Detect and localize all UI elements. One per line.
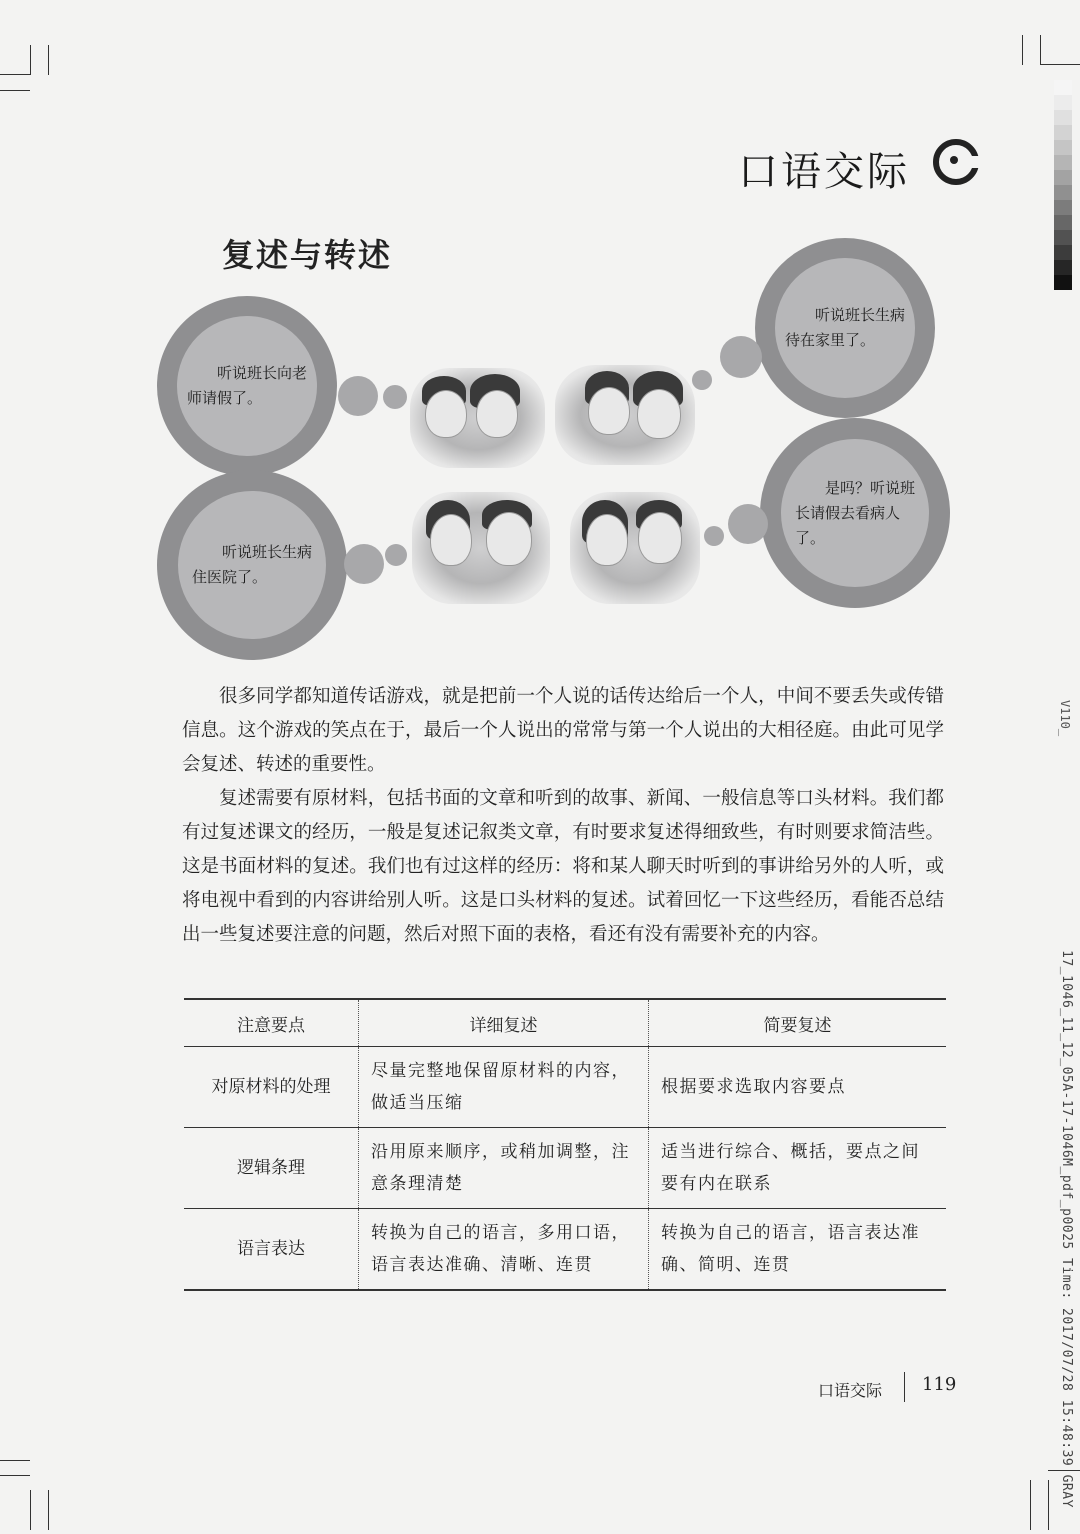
speech-bubble — [157, 470, 347, 660]
paragraph: 很多同学都知道传话游戏，就是把前一个人说的话传达给后一个人，中间不要丢失或传错信息。这个游戏的笑点在于，最后一个人说出的常常与第一个人说出的大相径庭。由此可见学会复述、转述的重要性。 — [182, 686, 944, 775]
table-row — [184, 1128, 946, 1209]
children-whispering-illustration — [570, 492, 700, 604]
crop-mark — [1040, 64, 1080, 65]
bubble-dot — [704, 526, 724, 546]
margin-code: V110_ — [1058, 700, 1072, 737]
children-whispering-illustration — [410, 368, 545, 468]
bubble-text: 是吗？听说班长请假去看病人了。 — [795, 478, 916, 547]
footer-section-label: 口语交际 — [818, 1381, 883, 1400]
crop-mark — [48, 45, 49, 75]
paragraph: 复述需要有原材料，包括书面的文章和听到的故事、新闻、一般信息等口头材料。我们都有过复述课文的经历，一般是复述记叙类文章，有时要求复述得细致些，有时则要求简洁些。这是书面材料的复述。我们也有过这样的经历：将和某人聊天时听到的事讲给另外的人听，或将电视中看到的内容讲给别人听。这是口头材料的复述。试着回忆一下这些经历，看能否总结出一些复述要注意的问题，然后对照下面的表格，看还有没有需要补充的内容。 — [182, 788, 944, 945]
crop-mark — [1030, 1480, 1031, 1530]
footer-divider — [904, 1372, 905, 1402]
speech-bubble — [760, 418, 950, 608]
table-cell: 逻辑条理 — [237, 1158, 305, 1178]
table-header: 详细复述 — [359, 999, 649, 1047]
retelling-notes-table — [184, 998, 946, 1291]
table-header: 简要复述 — [649, 999, 947, 1047]
section-title: 口语交际 — [738, 149, 910, 195]
bubble-dot — [383, 385, 407, 409]
lesson-title: 复述与转述 — [222, 236, 393, 274]
table-row — [184, 1047, 946, 1128]
bubble-dot — [338, 376, 378, 416]
speech-icon — [932, 138, 980, 186]
table-header: 注意要点 — [237, 1015, 305, 1036]
children-whispering-illustration — [412, 492, 550, 604]
crop-mark — [0, 1475, 30, 1476]
crop-mark — [1022, 35, 1023, 65]
crop-mark — [30, 1490, 31, 1530]
speech-bubble — [157, 296, 337, 476]
crop-mark — [0, 1460, 30, 1461]
body-text — [182, 680, 944, 952]
table-cell: 转换为自己的语言，语言表达准确、简明、连贯 — [649, 1209, 947, 1291]
bubble-dot — [385, 544, 407, 566]
bubble-dot — [692, 370, 712, 390]
table-cell: 对原材料的处理 — [211, 1077, 331, 1097]
crop-mark — [0, 90, 30, 91]
bubble-dot — [720, 336, 762, 378]
table-cell: 适当进行综合、概括，要点之间要有内在联系 — [649, 1128, 947, 1209]
page-number: 119 — [922, 1374, 957, 1395]
speech-bubble — [755, 238, 935, 418]
table-header-row — [184, 999, 946, 1047]
grayscale-calibration-strip — [1054, 80, 1072, 290]
bubble-text: 听说班长生病待在家里了。 — [784, 305, 905, 349]
crop-mark — [1048, 1480, 1049, 1530]
gray-label: GRAY — [1059, 1474, 1074, 1508]
table-cell: 转换为自己的语言，多用口语，语言表达准确、清晰、连贯 — [359, 1209, 649, 1291]
bubble-dot — [728, 504, 768, 544]
table-cell: 语言表达 — [237, 1239, 305, 1259]
table-cell: 尽量完整地保留原材料的内容，做适当压缩 — [359, 1047, 649, 1128]
print-info-text: 17_1046_11_12_05A-17-1046M_pdf_p0025 Time: 2017/07/28 15:48:39 — [1059, 950, 1074, 1467]
crop-mark — [1040, 35, 1041, 65]
children-whispering-illustration — [555, 365, 695, 465]
bubble-text: 听说班长生病住医院了。 — [192, 543, 313, 586]
table-row — [184, 1209, 946, 1291]
bubble-dot — [344, 544, 384, 584]
crop-mark — [30, 45, 31, 75]
bubble-text: 听说班长向老师请假了。 — [186, 363, 307, 407]
table-cell: 沿用原来顺序，或稍加调整，注意条理清楚 — [359, 1128, 649, 1209]
table-cell: 根据要求选取内容要点 — [649, 1047, 947, 1128]
crop-mark — [48, 1490, 49, 1530]
crop-mark — [0, 74, 30, 75]
print-info — [1059, 950, 1074, 1508]
